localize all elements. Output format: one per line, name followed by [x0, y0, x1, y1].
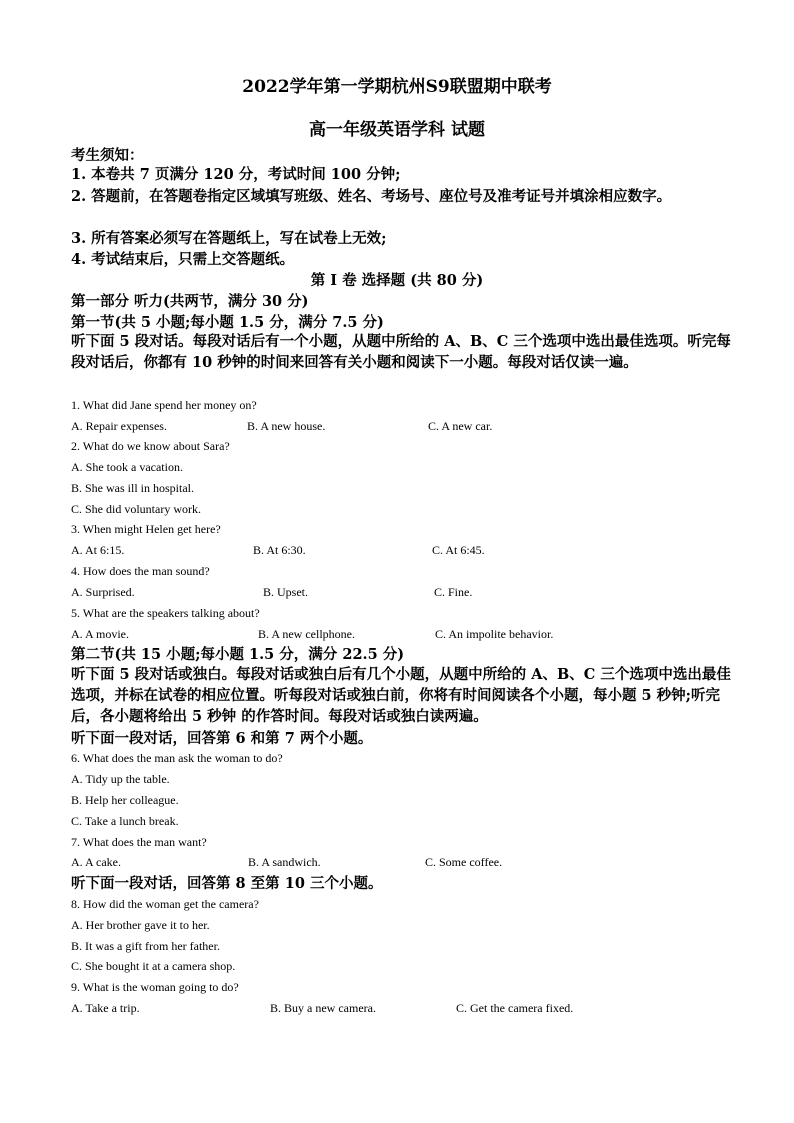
q5-option-c: C. An impolite behavior.: [435, 627, 554, 641]
q6-option-a: A. Tidy up the table.: [71, 772, 170, 786]
part-title: 第 I 卷 选择题 (共 80 分): [310, 272, 484, 289]
question-1: 1. What did Jane spend her money on?: [71, 398, 257, 412]
question-9: 9. What is the woman going to do?: [71, 980, 239, 994]
q9-option-b: B. Buy a new camera.: [270, 1001, 376, 1015]
notice-item-3: 3. 所有答案必须写在答题纸上，写在试卷上无效;: [71, 230, 387, 247]
q7-option-c: C. Some coffee.: [425, 855, 503, 869]
question-5: 5. What are the speakers talking about?: [71, 606, 260, 620]
notice-heading: 考生须知：: [71, 147, 144, 164]
q1-option-a: A. Repair expenses.: [71, 419, 167, 433]
q9-option-a: A. Take a trip.: [71, 1001, 140, 1015]
dialog2-heading: 听下面一段对话，回答第 8 至第 10 三个小题。: [71, 875, 383, 892]
notice-item-2: 2. 答题前，在答题卷指定区域填写班级、姓名、考场号、座位号及准考证号并填涂相应数字。: [71, 188, 672, 205]
q5-option-b: B. A new cellphone.: [258, 627, 355, 641]
q5-option-a: A. A movie.: [71, 627, 130, 641]
notice-item-1: 1. 本卷共 7 页满分 120 分，考试时间 100 分钟;: [71, 166, 401, 183]
q3-option-a: A. At 6:15.: [71, 543, 125, 557]
q4-option-b: B. Upset.: [263, 585, 308, 599]
q1-option-b: B. A new house.: [247, 419, 326, 433]
q8-option-b: B. It was a gift from her father.: [71, 939, 220, 953]
listening-section-title: 第一部分 听力(共两节，满分 30 分): [71, 293, 309, 310]
question-3: 3. When might Helen get here?: [71, 522, 221, 536]
q9-option-c: C. Get the camera fixed.: [456, 1001, 574, 1015]
q2-option-c: C. She did voluntary work.: [71, 502, 201, 516]
q1-option-c: C. A new car.: [428, 419, 493, 433]
question-4: 4. How does the man sound?: [71, 564, 210, 578]
section1-title: 第一节(共 5 小题;每小题 1.5 分，满分 7.5 分): [71, 314, 384, 331]
question-2: 2. What do we know about Sara?: [71, 439, 230, 453]
question-8: 8. How did the woman get the camera?: [71, 897, 259, 911]
q3-option-c: C. At 6:45.: [432, 543, 485, 557]
q2-option-b: B. She was ill in hospital.: [71, 481, 194, 495]
q4-option-a: A. Surprised.: [71, 585, 135, 599]
section1-instructions: 听下面 5 段对话。每段对话后有一个小题，从题中所给的 A、B、C 三个选项中选出最佳选项。听完每段对话后，你都有 10 秒钟的时间来回答有关小题和阅读下一小题。每段对话仅读一遍。: [71, 333, 731, 371]
section2-instructions: 听下面 5 段对话或独白。每段对话或独白后有几个小题，从题中所给的 A、B、C 三个选项中选出最佳选项，并标在试卷的相应位置。听每段对话或独白前，你将有时间阅读各个小题，每小题 5 秒钟;听完后，各小题将给出 5 秒钟 的作答时间。每段对话或独白读两遍。: [71, 666, 731, 725]
q6-option-b: B. Help her colleague.: [71, 793, 179, 807]
q4-option-c: C. Fine.: [434, 585, 473, 599]
question-7: 7. What does the man want?: [71, 835, 207, 849]
q7-option-a: A. A cake.: [71, 855, 121, 869]
q7-option-b: B. A sandwich.: [248, 855, 321, 869]
exam-subtitle: 高一年级英语学科 试题: [309, 120, 485, 140]
question-6: 6. What does the man ask the woman to do?: [71, 751, 283, 765]
q2-option-a: A. She took a vacation.: [71, 460, 183, 474]
q8-option-a: A. Her brother gave it to her.: [71, 918, 210, 932]
q8-option-c: C. She bought it at a camera shop.: [71, 959, 236, 973]
q3-option-b: B. At 6:30.: [253, 543, 306, 557]
q6-option-c: C. Take a lunch break.: [71, 814, 179, 828]
notice-item-4: 4. 考试结束后，只需上交答题纸。: [71, 251, 295, 268]
section2-title: 第二节(共 15 小题;每小题 1.5 分，满分 22.5 分): [71, 646, 405, 663]
exam-title: 2022学年第一学期杭州S9联盟期中联考: [242, 77, 552, 97]
dialog1-heading: 听下面一段对话，回答第 6 和第 7 两个小题。: [71, 730, 373, 747]
